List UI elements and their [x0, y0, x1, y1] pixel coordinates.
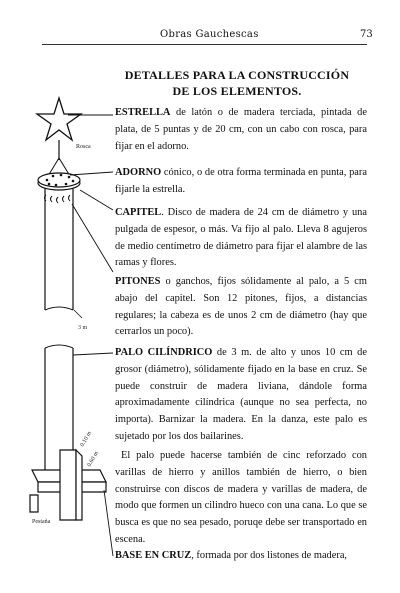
text-estrella: de latón o de madera terciada, pintada de plata, de 5 puntas y de 20 cm, con un cabo con rosca, para fijar en el adorno. [115, 107, 367, 152]
label-3m: 3 m [78, 325, 88, 331]
text-palo: de 3 m. de alto y unos 10 cm de grosor (diámetro), sólidamente fijado en la base en cruz. Se puede construir de madera liviana, dándole forma aproximadamente cilíndrica (aunque no sea perfecta, no importa). Barnizar la madera. En la danza, este palo es sujetado por los dos bailarines. [115, 347, 367, 442]
cross-base [30, 450, 106, 520]
para-pitones [115, 274, 367, 341]
adorno-cone [48, 158, 70, 176]
section-title-line-1: DETALLES PARA LA CONSTRUCCIÓN [124, 68, 350, 82]
label-060: 0.60 m [86, 450, 101, 468]
text-base: , formada por dos listones de madera, [191, 550, 348, 561]
label-010: 0.10 m [79, 430, 94, 448]
text-pitones: o ganchos, fijos sólidamente al palo, a 5 cm abajo del capitel. Son 12 pitones, fijos, a distancias regulares; la cabeza es de unos 2 cm de diámetro (hay que cerrarlos un poco). [115, 276, 367, 338]
page-number: 73 [360, 29, 373, 40]
term-capitel: CAPITEL [115, 207, 162, 218]
para-base [115, 548, 367, 565]
header-rule [42, 44, 367, 45]
text-adorno: cónico, o de otra forma terminada en punta, para fijarle la estrella. [115, 167, 367, 195]
section-title-line-2: DE LOS ELEMENTOS. [172, 84, 302, 98]
para-palo-extra [115, 448, 367, 549]
label-pestana: Pestaña [32, 519, 51, 525]
text-capitel: . Disco de madera de 24 cm de diámetro y una pulgada de espesor, o más. Va fijo al palo. Lleva 8 agujeros de medio centímetro de diámetro para fijar el alambre de las ramas y flores. [115, 207, 367, 269]
running-title: Obras Gauchescas [160, 29, 259, 40]
term-pitones: PITONES [115, 276, 161, 287]
label-rosca: Rosca [76, 144, 91, 150]
para-estrella [115, 105, 367, 155]
term-palo: PALO CILÍNDRICO [115, 347, 213, 358]
pitones-hooks [45, 195, 71, 203]
para-palo [115, 345, 367, 446]
text-palo-extra: El palo puede hacerse también de cinc reforzado con varillas de hierro y anillos también de hierro, o bien construirse con discos de madera y varillas de madera, de modo que formen un cilindro hueco con una cana. Lo que se busca es que no sea pesado, poruqe debe ser transportado en escena. [115, 450, 367, 545]
page-header [0, 0, 400, 40]
para-adorno [115, 165, 367, 199]
term-estrella: ESTRELLA [115, 107, 171, 118]
star-icon [37, 98, 81, 140]
term-base: BASE EN CRUZ [115, 550, 192, 561]
para-capitel [115, 205, 367, 272]
term-adorno: ADORNO [115, 167, 162, 178]
capitel-disc [38, 176, 80, 190]
